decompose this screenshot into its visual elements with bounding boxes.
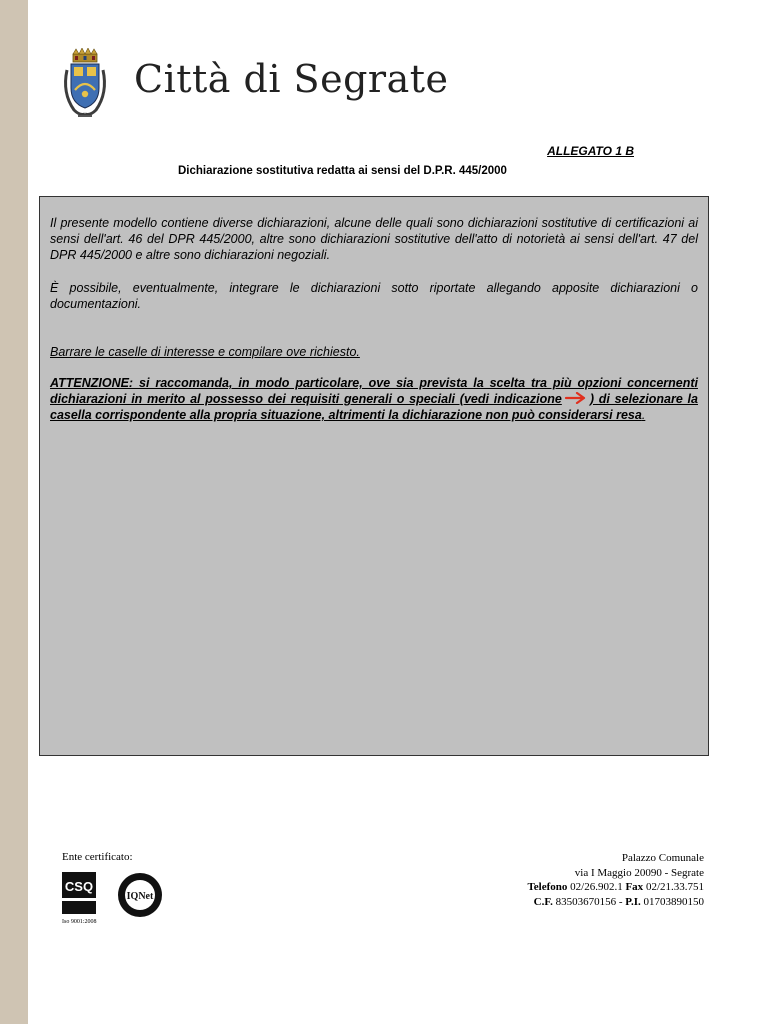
certified-entity-label: Ente certificato: bbox=[62, 851, 133, 863]
cf-value: 83503670156 bbox=[555, 895, 617, 908]
address-block bbox=[527, 851, 704, 909]
iso-label: Iso 9001:2008 bbox=[62, 919, 97, 925]
address-phones bbox=[527, 880, 704, 895]
pi-value: 01703890150 bbox=[643, 895, 704, 908]
document-subtitle: Dichiarazione sostitutiva redatta ai sensi del D.P.R. 445/2000 bbox=[178, 165, 507, 177]
warning-text-part2: ) di selezionare la casella corrispondente alla propria situazione, altrimenti la dichiarazione non può considerarsi resa bbox=[50, 392, 698, 422]
pi-label: P.I. bbox=[625, 895, 641, 908]
attachment-label: ALLEGATO 1 B bbox=[547, 144, 634, 158]
integration-paragraph: È possibile, eventualmente, integrare le dichiarazioni sotto riportate allegando apposite dichiarazioni o documentazioni. bbox=[50, 281, 698, 311]
address-street: via I Maggio 20090 - Segrate bbox=[574, 866, 704, 879]
checkbox-instruction: Barrare le caselle di interesse e compilare ove richiesto. bbox=[50, 345, 360, 359]
iqnet-logo-icon bbox=[118, 873, 162, 917]
csq-logo-text: CSQ bbox=[64, 879, 94, 894]
phone-label: Telefono bbox=[527, 881, 568, 893]
warning-paragraph bbox=[50, 375, 698, 423]
city-title: Città di Segrate bbox=[134, 57, 449, 101]
csq-logo-icon bbox=[62, 872, 96, 914]
fax-label: Fax bbox=[625, 881, 644, 893]
phone-value: 02/26.902.1 bbox=[570, 881, 623, 893]
instructions-box bbox=[39, 196, 709, 756]
coat-of-arms-icon bbox=[60, 48, 110, 120]
iqnet-logo-text: IQNet bbox=[126, 891, 154, 902]
address-building: Palazzo Comunale bbox=[621, 852, 704, 864]
cf-label: C.F. bbox=[533, 895, 553, 908]
arrow-right-icon bbox=[564, 392, 588, 404]
intro-paragraph: Il presente modello contiene diverse dichiarazioni, alcune delle quali sono dichiarazioni sostitutive di certificazioni ai sensi dell'art. 46 del DPR 445/2000, altre sono dichiarazioni sostitutive dell'atto di notorietà ai sensi dell'art. 47 del DPR 445/2000 e altre sono dichiarazioni negoziali. bbox=[50, 216, 698, 262]
fax-value: 02/21.33.751 bbox=[645, 881, 704, 893]
warning-text-part1: ATTENZIONE: si raccomanda, in modo particolare, ove sia prevista la scelta tra più opzioni concernenti dichiarazioni in merito al possesso dei requisiti generali o speciali (vedi indicazione bbox=[50, 376, 698, 406]
side-strip bbox=[0, 0, 28, 1024]
address-tax-codes: C.F. 83503670156 - P.I. 01703890150 bbox=[533, 895, 704, 908]
certification-logos bbox=[62, 868, 172, 920]
warning-period: . bbox=[641, 408, 646, 422]
